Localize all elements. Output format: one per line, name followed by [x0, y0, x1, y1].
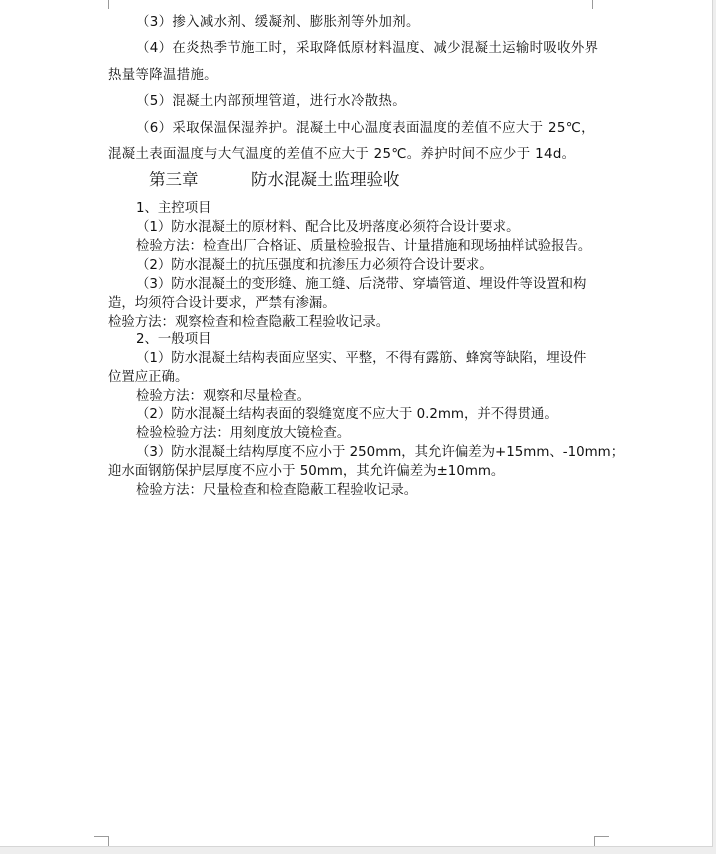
paragraph-line: （5）混凝土内部预埋管道，进行水冷散热。 — [136, 94, 406, 109]
paragraph-line: （2）防水混凝土的抗压强度和抗渗压力必须符合设计要求。 — [136, 258, 493, 273]
paragraph-line: 检验方法：观察检查和检查隐蔽工程验收记录。 — [108, 315, 390, 330]
paragraph-line: 检验方法：检查出厂合格证、质量检验报告、计量措施和现场抽样试验报告。 — [136, 239, 592, 254]
chapter-heading: 第三章 防水混凝土监理验收 — [149, 170, 400, 189]
margin-mark-bottom-right — [594, 836, 608, 846]
margin-mark-top-left — [94, 0, 109, 9]
section-heading: 1、主控项目 — [136, 201, 212, 216]
paragraph-line: 造，均须符合设计要求，严禁有渗漏。 — [108, 296, 336, 311]
paragraph-line: 混凝土表面温度与大气温度的差值不应大于 25℃。养护时间不应少于 14d。 — [108, 147, 576, 162]
paragraph-line: 热量等降温措施。 — [108, 68, 218, 83]
paragraph-line: 检验检验方法：用刻度放大镜检查。 — [136, 426, 351, 441]
paragraph-line: （3）掺入减水剂、缓凝剂、膨胀剂等外加剂。 — [136, 15, 420, 30]
section-heading: 2、一般项目 — [136, 332, 212, 347]
paragraph-line: 位置应正确。 — [108, 370, 189, 385]
paragraph-line: （3）防水混凝土结构厚度不应小于 250mm，其允许偏差为+15mm、-10mm； — [136, 445, 625, 460]
paragraph-line: （2）防水混凝土结构表面的裂缝宽度不应大于 0.2mm，并不得贯通。 — [136, 407, 558, 422]
paragraph-line: （6）采取保温保湿养护。混凝土中心温度表面温度的差值不应大于 25℃， — [136, 121, 595, 136]
paragraph-line: 迎水面钢筋保护层厚度不应小于 50mm，其允许偏差为±10mm。 — [108, 464, 505, 479]
paragraph-line: 检验方法：尺量检查和检查隐蔽工程验收记录。 — [136, 483, 418, 498]
paragraph-line: 检验方法：观察和尽量检查。 — [136, 389, 311, 404]
paragraph-line: （1）防水混凝土的原材料、配合比及坍落度必须符合设计要求。 — [136, 220, 520, 235]
paragraph-line: （1）防水混凝土结构表面应坚实、平整，不得有露筋、蜂窝等缺陷，埋设件 — [136, 351, 587, 366]
margin-mark-top-right — [592, 0, 607, 9]
margin-mark-bottom-left — [94, 836, 108, 846]
paragraph-line: （4）在炎热季节施工时，采取降低原材料温度、减少混凝土运输时吸收外界 — [136, 41, 599, 56]
paragraph-line: （3）防水混凝土的变形缝、施工缝、后浇带、穿墙管道、埋设件等设置和构 — [136, 277, 587, 292]
